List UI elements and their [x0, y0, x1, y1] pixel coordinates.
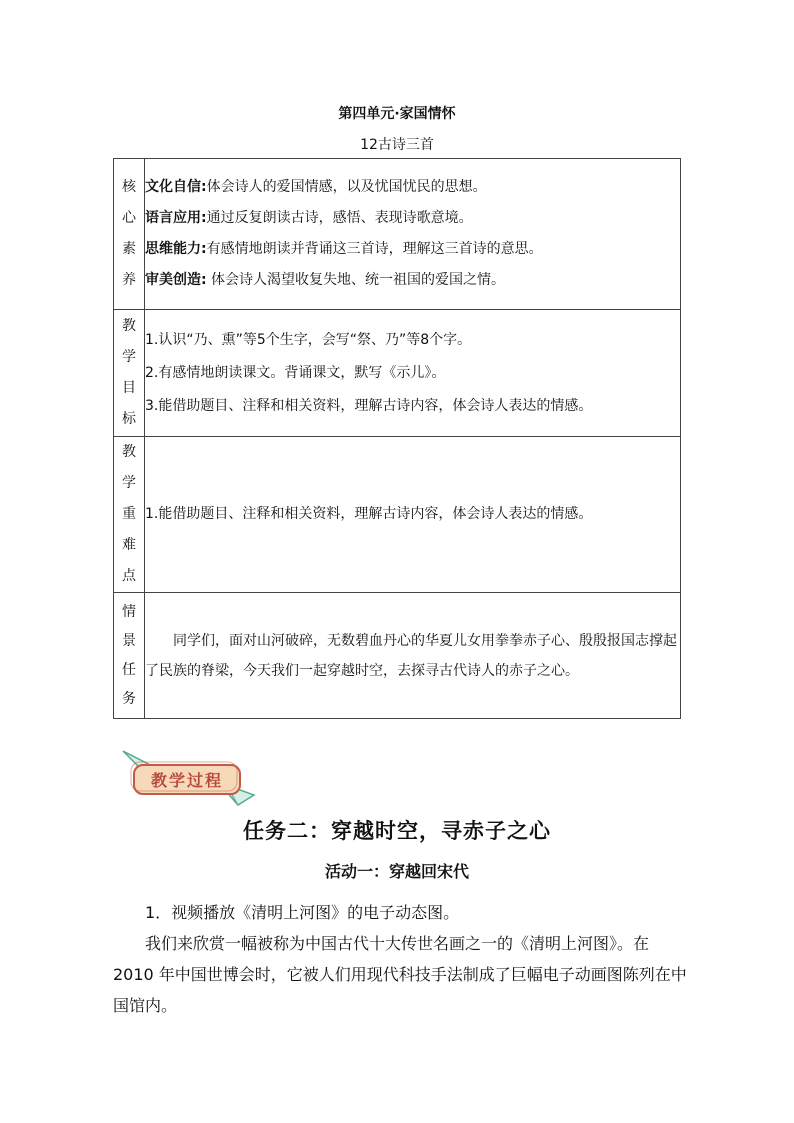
label-char: 重	[122, 506, 136, 522]
label-char: 目	[122, 380, 136, 396]
key-points-content	[145, 437, 681, 593]
teaching-process-badge	[120, 748, 260, 808]
core-item-key: 文化自信:	[145, 179, 207, 195]
label-char: 务	[122, 690, 136, 707]
core-item	[145, 203, 680, 234]
teaching-goals-content	[145, 310, 681, 437]
core-item	[145, 234, 680, 265]
key-point-text: 1.能借助题目、注释和相关资料，理解古诗内容，体会诗人表达的情感。	[145, 506, 593, 522]
core-item-text: 有感情地朗读并背诵这三首诗，理解这三首诗的意思。	[206, 241, 543, 257]
label-char: 教	[122, 444, 136, 460]
lesson-title: 12古诗三首	[360, 137, 434, 153]
core-item-text: 通过反复朗读古诗，感悟、表现诗歌意境。	[206, 210, 473, 226]
row-core-literacy	[114, 159, 681, 310]
label-char: 教	[122, 318, 136, 334]
label-teaching-goals	[114, 310, 145, 437]
activity-heading: 活动一：穿越回宋代	[324, 862, 469, 881]
core-item-key: 思维能力:	[145, 241, 207, 257]
body-paragraph: 1．视频播放《清明上河图》的电子动态图。	[145, 903, 460, 922]
body-paragraph: 我们来欣赏一幅被称为中国古代十大传世名画之一的《清明上河图》。在 2010 年中国世博会时，它被人们用现代科技手法制成了巨幅电子动画图陈列在中国馆内。	[113, 934, 687, 1015]
goal-item: 2.有感情地朗读课文。背诵课文，默写《示儿》。	[145, 364, 446, 381]
row-key-points	[114, 437, 681, 593]
label-key-points	[114, 437, 145, 593]
unit-title: 第四单元·家国情怀	[338, 106, 456, 122]
goal-item: 3.能借助题目、注释和相关资料，理解古诗内容，体会诗人表达的情感。	[145, 397, 593, 414]
lesson-plan-table	[113, 158, 681, 719]
label-char: 点	[122, 568, 136, 584]
row-teaching-goals	[114, 310, 681, 437]
core-item	[145, 172, 680, 203]
task-heading: 任务二：穿越时空，寻赤子之心	[243, 819, 551, 843]
label-char: 难	[122, 537, 136, 553]
core-item-key: 审美创造:	[145, 272, 207, 288]
scenario-text: 同学们，面对山河破碎，无数碧血丹心的华夏儿女用拳拳赤子心、殷殷报国志撑起了民族的脊梁，今天我们一起穿越时空，去探寻古代诗人的赤子之心。	[145, 632, 677, 679]
goal-item: 1.认识“乃、熏”等5个生字，会写“祭、乃”等8个字。	[145, 331, 472, 348]
label-char: 学	[122, 475, 136, 491]
label-scenario-task	[114, 593, 145, 719]
label-char: 学	[122, 349, 136, 365]
core-literacy-content	[145, 159, 681, 310]
label-char: 景	[122, 632, 136, 649]
core-item-text: 体会诗人的爱国情感，以及忧国忧民的思想。	[206, 179, 487, 195]
label-char: 养	[122, 272, 136, 288]
label-char: 心	[122, 210, 136, 226]
label-char: 任	[122, 661, 136, 678]
label-char: 核	[122, 179, 136, 195]
badge-label: 教学过程	[150, 771, 223, 790]
row-scenario-task	[114, 593, 681, 719]
label-char: 标	[122, 411, 136, 427]
core-item-key: 语言应用:	[145, 210, 207, 226]
label-char: 情	[122, 603, 136, 620]
label-core-literacy	[114, 159, 145, 310]
scenario-task-content	[145, 593, 681, 719]
label-char: 素	[122, 241, 136, 257]
core-item	[145, 265, 680, 296]
core-item-text: 体会诗人渴望收复失地、统一祖国的爱国之情。	[206, 272, 506, 288]
